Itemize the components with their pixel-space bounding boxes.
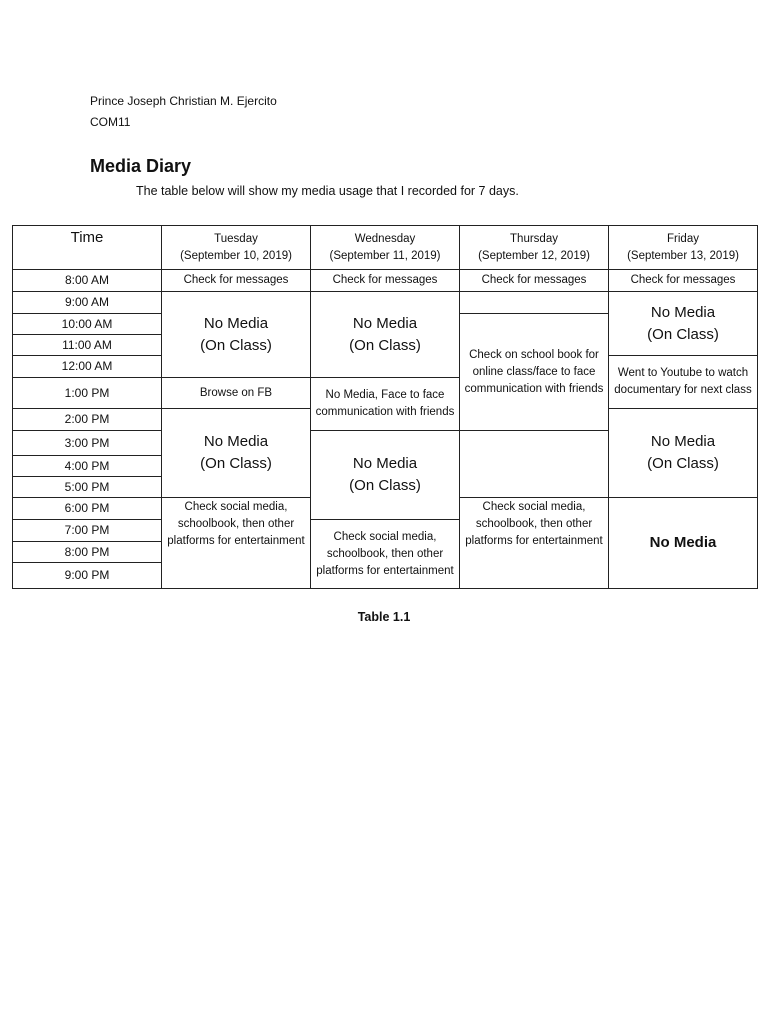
- day-header: [609, 226, 758, 270]
- schedule-cell: Check for messages: [311, 270, 460, 292]
- cell-note: (On Class): [200, 455, 272, 472]
- cell-note: (On Class): [349, 477, 421, 494]
- schedule-cell: Check for messages: [162, 270, 311, 292]
- time-cell: 3:00 PM: [13, 431, 162, 456]
- table-header-row: [13, 226, 758, 270]
- schedule-cell: [609, 409, 758, 498]
- schedule-cell: [311, 431, 460, 520]
- schedule-cell: Check social media, schoolbook, then other platforms for entertainment: [162, 498, 311, 589]
- schedule-cell: [609, 292, 758, 356]
- time-cell: 8:00 AM: [13, 270, 162, 292]
- time-cell: 6:00 PM: [13, 498, 162, 520]
- schedule-cell-empty: [460, 292, 609, 314]
- time-header: Time: [13, 226, 162, 270]
- time-cell: 10:00 AM: [13, 314, 162, 335]
- time-cell: 12:00 AM: [13, 356, 162, 378]
- time-cell: 11:00 AM: [13, 335, 162, 356]
- cell-note: (On Class): [200, 336, 272, 354]
- table-row: [13, 270, 758, 292]
- schedule-cell: No Media, Face to face communication with friends: [311, 378, 460, 431]
- day-date: (September 13, 2019): [627, 249, 739, 262]
- time-cell: 2:00 PM: [13, 409, 162, 431]
- author-name: Prince Joseph Christian M. Ejercito: [90, 94, 277, 108]
- schedule-cell: Check social media, schoolbook, then other platforms for entertainment: [460, 498, 609, 589]
- schedule-cell: [162, 409, 311, 498]
- course-code: COM11: [90, 115, 131, 129]
- time-cell: 8:00 PM: [13, 542, 162, 563]
- schedule-cell: [609, 498, 758, 589]
- cell-note: (On Class): [349, 336, 421, 354]
- cell-main: No Media: [352, 455, 418, 472]
- time-cell: 9:00 AM: [13, 292, 162, 314]
- page-title: Media Diary: [90, 156, 192, 176]
- schedule-cell: Check for messages: [460, 270, 609, 292]
- day-date: (September 12, 2019): [478, 249, 590, 262]
- schedule-cell: [311, 292, 460, 378]
- schedule-cell: Check social media, schoolbook, then other platforms for entertainment: [311, 520, 460, 589]
- day-name: Wednesday: [354, 232, 416, 245]
- day-name: Tuesday: [214, 232, 258, 245]
- day-header: [162, 226, 311, 270]
- cell-main: No Media: [203, 433, 269, 450]
- time-cell: 1:00 PM: [13, 378, 162, 409]
- cell-note: (On Class): [647, 455, 719, 472]
- media-diary-table: [12, 225, 758, 589]
- time-cell: 9:00 PM: [13, 563, 162, 589]
- schedule-cell: Check for messages: [609, 270, 758, 292]
- cell-main: No Media: [649, 534, 717, 551]
- schedule-cell: [162, 292, 311, 378]
- schedule-cell: Browse on FB: [162, 378, 311, 409]
- time-cell: 4:00 PM: [13, 456, 162, 477]
- day-header: [460, 226, 609, 270]
- schedule-cell: Check on school book for online class/face to face communication with friends: [460, 314, 609, 431]
- day-name: Friday: [667, 232, 699, 245]
- day-header: [311, 226, 460, 270]
- cell-note: (On Class): [647, 325, 719, 343]
- cell-main: No Media: [352, 314, 418, 332]
- table-caption: Table 1.1: [357, 610, 411, 624]
- time-cell: 7:00 PM: [13, 520, 162, 542]
- intro-paragraph: The table below will show my media usage that I recorded for 7 days.: [136, 184, 519, 198]
- day-date: (September 10, 2019): [180, 249, 292, 262]
- day-name: Thursday: [510, 232, 558, 245]
- schedule-cell: Went to Youtube to watch documentary for next class: [609, 356, 758, 409]
- cell-main: No Media: [650, 433, 716, 450]
- cell-main: No Media: [203, 314, 269, 332]
- day-date: (September 11, 2019): [329, 249, 441, 262]
- table-row: [13, 292, 758, 314]
- time-cell: 5:00 PM: [13, 477, 162, 498]
- cell-main: No Media: [650, 303, 716, 321]
